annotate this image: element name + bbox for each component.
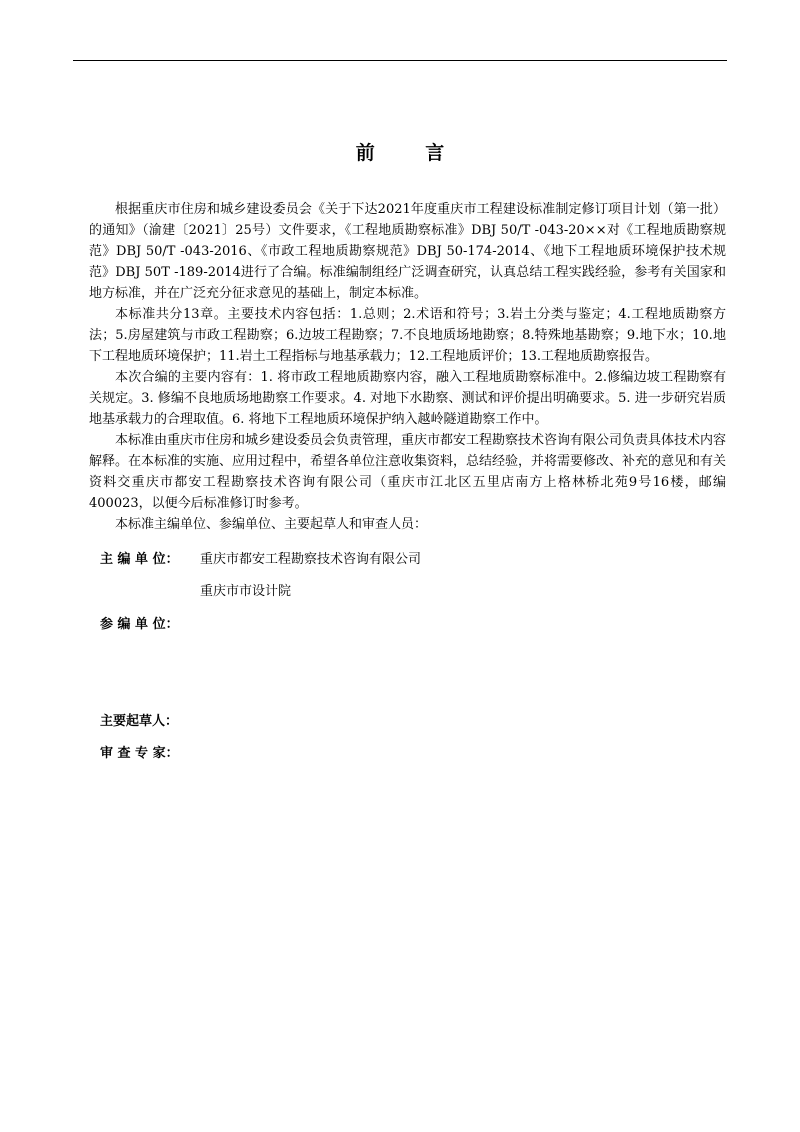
header-rule: [73, 60, 727, 61]
reviewers-row: [100, 744, 179, 764]
drafters-label: 主要起草人：: [100, 714, 179, 729]
paragraph-chapters: 本标准共分13章。主要技术内容包括：1.总则；2.术语和符号；3.岩土分类与鉴定；4.工程地质勘察方法；5.房屋建筑与市政工程勘察；6.边坡工程勘察；7.不良地质场地勘察；8.特殊地基勘察；9.地下水；10.地下工程地质环境保护；11.岩土工程指标与地基承载力；12.工程地质评价；13.工程地质勘察报告。: [89, 307, 726, 364]
chief-editor-unit-1: 重庆市都安工程勘察技术咨询有限公司: [200, 552, 422, 567]
chief-editor-unit-2: 重庆市市设计院: [200, 584, 292, 599]
co-editor-row: [100, 615, 179, 635]
chief-editor-row: [100, 550, 179, 570]
preface-body: [89, 199, 726, 535]
paragraph-personnel-intro: 本标准主编单位、参编单位、主要起草人和审查人员：: [115, 517, 428, 532]
paragraph-main-changes: 本次合编的主要内容有：1. 将市政工程地质勘察内容，融入工程地质勘察标准中。2.修编边坡工程勘察有关规定。3. 修编不良地质场地勘察工作要求。4. 对地下水勘察、测试和评价提出明确要求。5. 进一步研究岩质地基承载力的合理取值。6. 将地下工程地质环境保护纳入越岭隧道勘察工作中。: [89, 370, 726, 427]
paragraph-management: 本标准由重庆市住房和城乡建设委员会负责管理，重庆市都安工程勘察技术咨询有限公司负责具体技术内容解释。在本标准的实施、应用过程中，希望各单位注意收集资料，总结经验，并将需要修改、补充的意见和有关资料交重庆市都安工程勘察技术咨询有限公司（重庆市江北区五里店南方上格林桥北苑9号16楼，邮编400023，以便今后标准修订时参考。: [89, 433, 727, 511]
drafters-row: [100, 712, 178, 732]
paragraph-basis: 根据重庆市住房和城乡建设委员会《关于下达2021年度重庆市工程建设标准制定修订项目计划（第一批）的通知》（渝建〔2021〕25号）文件要求，《工程地质勘察标准》DBJ 50/T -043-20××对《工程地质勘察规范》DBJ 50/T -043-2016、《市政工程地质勘察规范》DBJ 50-174-2014、《地下工程地质环境保护技术规范》DBJ 50T -189-2014进行了合编。标准编制组经广泛调查研究，认真总结工程实践经验，参考有关国家和地方标准，并在广泛充分征求意见的基础上，制定本标准。: [89, 202, 726, 301]
reviewers-label: 审 查 专 家：: [100, 746, 179, 761]
co-editor-label: 参 编 单 位：: [100, 617, 179, 632]
chief-editor-label: 主 编 单 位：: [100, 552, 179, 567]
page-title: 前 言: [355, 142, 467, 164]
